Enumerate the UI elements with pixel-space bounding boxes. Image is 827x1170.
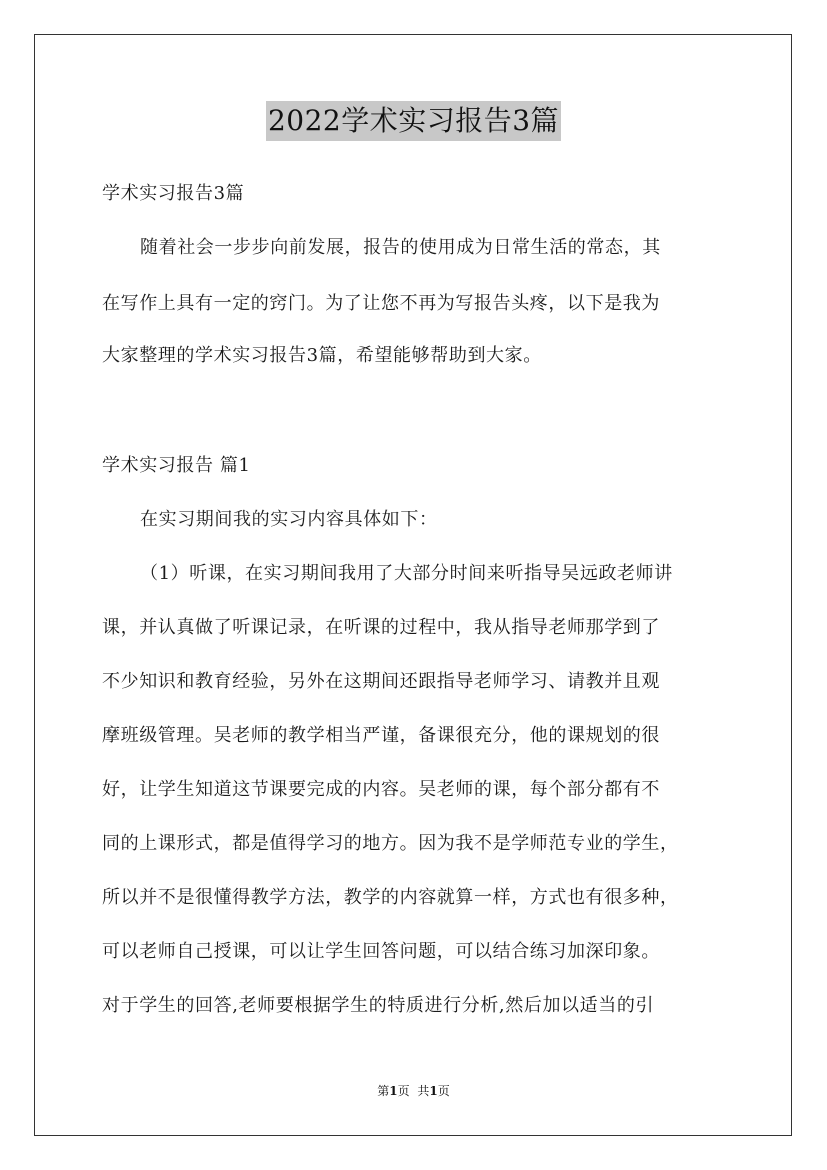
section-intro: 在实习期间我的实习内容具体如下： xyxy=(140,509,438,530)
page-current: 1 xyxy=(389,1084,398,1098)
page-total: 1 xyxy=(429,1084,438,1098)
body-line: 对于学生的回答,老师要根据学生的特质进行分析,然后加以适当的引 xyxy=(102,995,655,1016)
intro-line: 大家整理的学术实习报告3篇，希望能够帮助到大家。 xyxy=(102,345,542,366)
intro-line: 在写作上具有一定的窍门。为了让您不再为写报告头疼，以下是我为 xyxy=(102,293,660,314)
body-line: （1）听课，在实习期间我用了大部分时间来听指导吴远政老师讲 xyxy=(140,563,673,584)
title-container xyxy=(0,101,827,141)
body-line: 好，让学生知道这节课要完成的内容。吴老师的课，每个部分都有不 xyxy=(102,779,660,800)
body-line: 同的上课形式，都是值得学习的地方。因为我不是学师范专业的学生， xyxy=(102,833,679,854)
body-line: 不少知识和教育经验，另外在这期间还跟指导老师学习、请教并且观 xyxy=(102,671,660,692)
section-heading: 学术实习报告 篇1 xyxy=(102,455,251,476)
document-subtitle: 学术实习报告3篇 xyxy=(102,183,245,204)
intro-line: 随着社会一步步向前发展，报告的使用成为日常生活的常态，其 xyxy=(140,237,661,258)
page-suffix: 页 xyxy=(397,1084,410,1098)
body-line: 所以并不是很懂得教学方法，教学的内容就算一样，方式也有很多种， xyxy=(102,887,679,908)
total-prefix: 共 xyxy=(417,1084,430,1098)
document-title: 2022学术实习报告3篇 xyxy=(266,101,561,141)
body-line: 摩班级管理。吴老师的教学相当严谨，备课很充分，他的课规划的很 xyxy=(102,725,660,746)
body-line: 可以老师自己授课，可以让学生回答问题，可以结合练习加深印象。 xyxy=(102,941,660,962)
total-suffix: 页 xyxy=(437,1084,450,1098)
page-prefix: 第 xyxy=(377,1084,390,1098)
body-line: 课，并认真做了听课记录，在听课的过程中，我从指导老师那学到了 xyxy=(102,617,660,638)
page-footer xyxy=(0,1083,827,1099)
